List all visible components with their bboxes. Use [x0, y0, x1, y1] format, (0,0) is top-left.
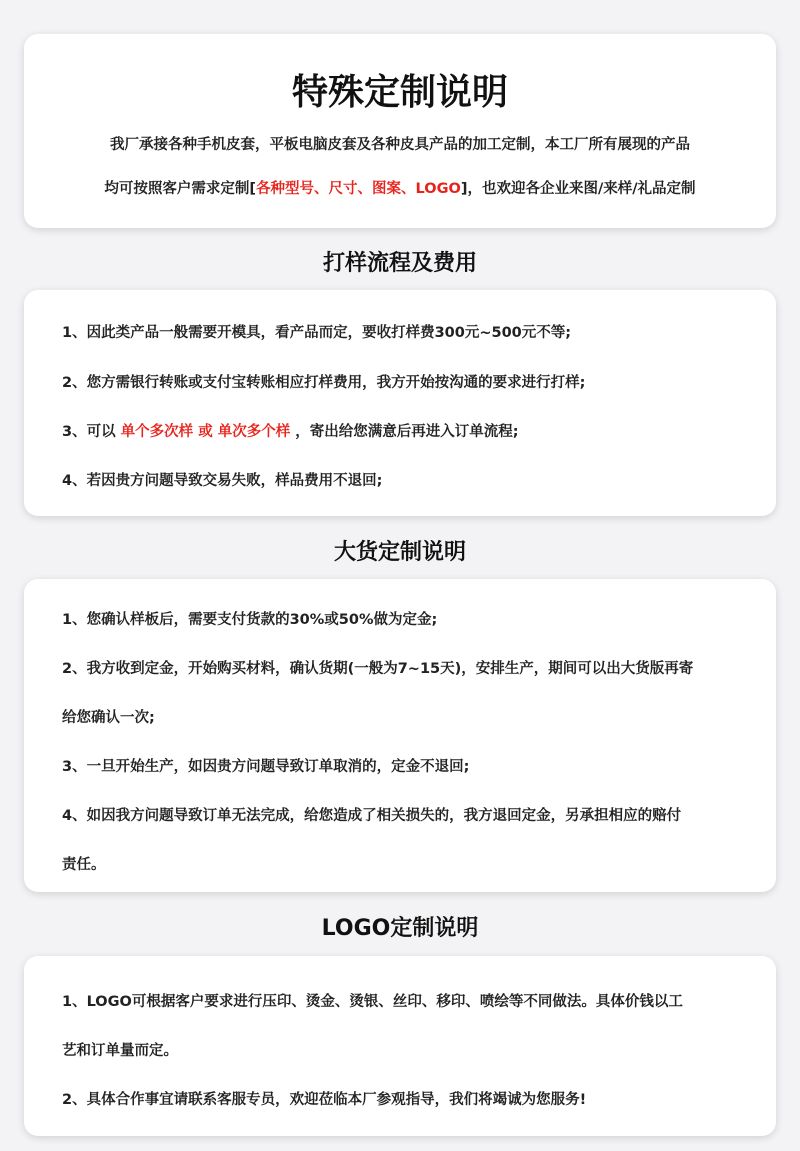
logo-section-title: LOGO定制说明 [321, 916, 479, 941]
bulk-card [24, 579, 776, 892]
bulk-item-4-line-2: 责任。 [62, 857, 106, 873]
sample-item-4: 4、若因贵方问题导致交易失败，样品费用不退回; [62, 473, 383, 489]
sample-card [24, 290, 776, 516]
bulk-item-2-line-1: 2、我方收到定金，开始购买材料，确认货期(一般为7~15天)，安排生产，期间可以出大货版再寄 [62, 661, 694, 677]
logo-item-2: 2、具体合作事宜请联系客服专员，欢迎莅临本厂参观指导，我们将竭诚为您服务! [62, 1092, 587, 1108]
sample-item-3-prefix: 3、可以 [62, 424, 121, 440]
sample-item-2: 2、您方需银行转账或支付宝转账相应打样费用，我方开始按沟通的要求进行打样; [62, 375, 586, 391]
bulk-item-3: 3、一旦开始生产，如因贵方问题导致订单取消的，定金不退回; [62, 759, 470, 775]
logo-item-1-line-1: 1、LOGO可根据客户要求进行压印、烫金、烫银、丝印、移印、喷绘等不同做法。具体价钱以工 [62, 994, 683, 1010]
intro-highlight: 各种型号、尺寸、图案、LOGO [256, 181, 461, 197]
logo-card [24, 956, 776, 1136]
logo-item-1-line-2: 艺和订单量而定。 [62, 1043, 178, 1059]
page-title: 特殊定制说明 [291, 72, 508, 113]
bulk-section-title: 大货定制说明 [333, 540, 466, 565]
bulk-item-1: 1、您确认样板后，需要支付货款的30%或50%做为定金; [62, 612, 438, 628]
sample-item-3-highlight: 单个多次样 或 单次多个样 [120, 424, 291, 440]
intro-line-1: 我厂承接各种手机皮套，平板电脑皮套及各种皮具产品的加工定制，本工厂所有展现的产品 [110, 137, 690, 153]
sample-item-3-suffix: ，寄出给您满意后再进入订单流程; [290, 424, 519, 440]
intro-line-2-prefix: 均可按照客户需求定制[ [104, 181, 257, 197]
bulk-item-4-line-1: 4、如因我方问题导致订单无法完成，给您造成了相关损失的，我方退回定金，另承担相应的赔付 [62, 808, 682, 824]
intro-line-2 [24, 177, 776, 198]
header-card [24, 34, 776, 228]
sample-item-3 [62, 420, 752, 441]
intro-line-2-suffix: ]，也欢迎各企业来图/来样/礼品定制 [460, 181, 696, 197]
sample-section-title: 打样流程及费用 [322, 251, 477, 276]
bulk-item-2-line-2: 给您确认一次; [62, 710, 155, 726]
sample-item-1: 1、因此类产品一般需要开模具，看产品而定，要收打样费300元~500元不等; [62, 325, 572, 341]
